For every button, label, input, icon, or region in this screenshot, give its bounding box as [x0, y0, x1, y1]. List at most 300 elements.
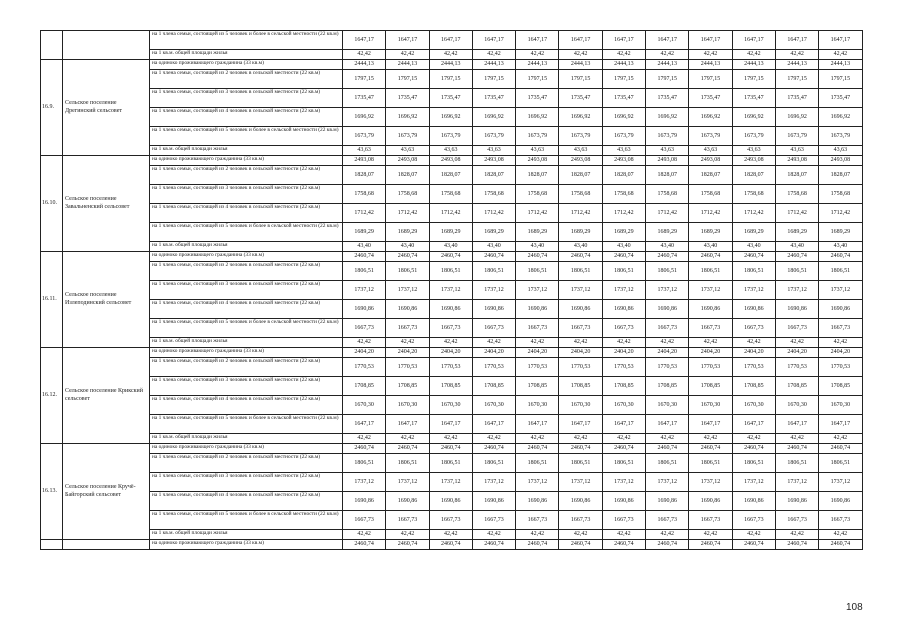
row-description: на 1 члена семьи, состоящей из 3 человек в сельской местности (22 кв.м)	[150, 377, 343, 396]
value-cell: 1737,12	[343, 281, 386, 300]
value-cell: 1758,68	[602, 185, 645, 204]
row-description: на 1 члена семьи, состоящей из 5 человек и более в сельской местности (22 кв.м)	[150, 127, 343, 146]
value-cell: 1689,29	[689, 223, 732, 242]
value-cell: 1806,51	[472, 262, 515, 281]
value-cell: 2460,74	[429, 444, 472, 454]
value-cell: 1828,07	[689, 166, 732, 185]
group-index: 16.12.	[41, 348, 63, 444]
value-cell: 1647,17	[516, 31, 559, 50]
row-description: на одиноко проживающего гражданина (33 кв.м)	[150, 444, 343, 454]
value-cell: 1737,12	[775, 473, 818, 492]
value-cell: 2404,20	[602, 348, 645, 358]
row-description: на 1 члена семьи, состоящей из 5 человек и более в сельской местности (22 кв.м)	[150, 415, 343, 434]
value-cell: 1708,85	[732, 377, 775, 396]
value-cell: 1673,79	[516, 127, 559, 146]
value-cell: 1673,79	[819, 127, 862, 146]
value-cell: 1770,53	[559, 358, 602, 377]
group-index: 16.9.	[41, 60, 63, 156]
value-cell: 1689,29	[602, 223, 645, 242]
value-cell: 2460,74	[343, 252, 386, 262]
row-description: на 1 члена семьи, состоящей из 2 человек в сельской местности (22 кв.м)	[150, 70, 343, 89]
value-cell: 1806,51	[819, 262, 862, 281]
value-cell: 1647,17	[646, 415, 689, 434]
value-cell: 43,40	[732, 242, 775, 252]
value-cell: 1673,79	[429, 127, 472, 146]
value-cell: 43,40	[429, 242, 472, 252]
value-cell: 43,63	[429, 146, 472, 156]
value-cell: 1735,47	[602, 89, 645, 108]
value-cell: 43,40	[343, 242, 386, 252]
value-cell: 1737,12	[732, 281, 775, 300]
value-cell: 1806,51	[559, 454, 602, 473]
value-cell: 1667,73	[516, 511, 559, 530]
value-cell: 2444,13	[775, 60, 818, 70]
value-cell: 42,42	[602, 338, 645, 348]
value-cell: 2493,08	[689, 156, 732, 166]
value-cell: 42,42	[472, 530, 515, 540]
value-cell: 1689,29	[775, 223, 818, 242]
value-cell: 2444,13	[472, 60, 515, 70]
value-cell: 2460,74	[775, 252, 818, 262]
value-cell: 2404,20	[429, 348, 472, 358]
value-cell: 2460,74	[689, 540, 732, 550]
value-cell: 1670,30	[516, 396, 559, 415]
value-cell: 1712,42	[775, 204, 818, 223]
value-cell: 2460,74	[732, 444, 775, 454]
value-cell: 1806,51	[472, 454, 515, 473]
value-cell: 1735,47	[343, 89, 386, 108]
value-cell: 1828,07	[732, 166, 775, 185]
value-cell: 1806,51	[386, 262, 429, 281]
row-description: на 1 члена семьи, состоящей из 2 человек в сельской местности (22 кв.м)	[150, 454, 343, 473]
table-row	[41, 492, 863, 511]
value-cell: 2493,08	[559, 156, 602, 166]
value-cell: 1690,86	[646, 300, 689, 319]
value-cell: 1758,68	[819, 185, 862, 204]
row-description: на 1 члена семьи, состоящей из 3 человек в сельской местности (22 кв.м)	[150, 89, 343, 108]
value-cell: 2444,13	[343, 60, 386, 70]
value-cell: 1806,51	[343, 454, 386, 473]
value-cell: 2444,13	[819, 60, 862, 70]
value-cell: 1647,17	[559, 31, 602, 50]
value-cell: 1770,53	[732, 358, 775, 377]
value-cell: 1712,42	[343, 204, 386, 223]
row-description: на 1 кв.м. общей площади жилья	[150, 50, 343, 60]
value-cell: 1673,79	[602, 127, 645, 146]
value-cell: 1797,15	[559, 70, 602, 89]
value-cell: 1689,29	[646, 223, 689, 242]
tariff-sheet	[40, 30, 862, 550]
value-cell: 1667,73	[819, 511, 862, 530]
value-cell: 1828,07	[516, 166, 559, 185]
value-cell: 2493,08	[602, 156, 645, 166]
value-cell: 1770,53	[775, 358, 818, 377]
value-cell: 1806,51	[689, 262, 732, 281]
value-cell: 1696,92	[689, 108, 732, 127]
value-cell: 1770,53	[516, 358, 559, 377]
value-cell: 2460,74	[646, 444, 689, 454]
value-cell: 1712,42	[689, 204, 732, 223]
value-cell: 1806,51	[559, 262, 602, 281]
table-row	[41, 444, 863, 454]
value-cell: 1647,17	[819, 415, 862, 434]
value-cell: 1770,53	[689, 358, 732, 377]
value-cell: 2493,08	[819, 156, 862, 166]
value-cell: 1690,86	[559, 300, 602, 319]
value-cell: 1770,53	[343, 358, 386, 377]
value-cell: 42,42	[646, 434, 689, 444]
value-cell: 2404,20	[516, 348, 559, 358]
value-cell: 1828,07	[472, 166, 515, 185]
value-cell: 1673,79	[386, 127, 429, 146]
value-cell: 1735,47	[689, 89, 732, 108]
value-cell: 2460,74	[732, 540, 775, 550]
value-cell: 1647,17	[819, 31, 862, 50]
value-cell: 1737,12	[343, 473, 386, 492]
value-cell: 1708,85	[386, 377, 429, 396]
value-cell: 1735,47	[429, 89, 472, 108]
value-cell: 2404,20	[646, 348, 689, 358]
value-cell: 1667,73	[472, 319, 515, 338]
value-cell: 42,42	[429, 530, 472, 540]
value-cell: 1708,85	[472, 377, 515, 396]
value-cell: 1647,17	[429, 415, 472, 434]
value-cell: 1758,68	[732, 185, 775, 204]
value-cell: 2404,20	[732, 348, 775, 358]
value-cell: 42,42	[429, 50, 472, 60]
value-cell: 1758,68	[429, 185, 472, 204]
value-cell: 42,42	[343, 50, 386, 60]
value-cell: 1737,12	[516, 473, 559, 492]
table-row	[41, 319, 863, 338]
value-cell: 1828,07	[429, 166, 472, 185]
row-description: на 1 кв.м. общей площади жилья	[150, 338, 343, 348]
value-cell: 1712,42	[732, 204, 775, 223]
value-cell: 42,42	[429, 338, 472, 348]
value-cell: 1737,12	[689, 281, 732, 300]
value-cell: 43,63	[472, 146, 515, 156]
value-cell: 1690,86	[732, 300, 775, 319]
value-cell: 42,42	[602, 50, 645, 60]
value-cell: 2404,20	[819, 348, 862, 358]
value-cell: 1758,68	[516, 185, 559, 204]
table-row	[41, 358, 863, 377]
value-cell: 1806,51	[819, 454, 862, 473]
value-cell: 1690,86	[819, 492, 862, 511]
value-cell: 2493,08	[732, 156, 775, 166]
value-cell: 1735,47	[559, 89, 602, 108]
value-cell: 1806,51	[732, 262, 775, 281]
value-cell: 1770,53	[472, 358, 515, 377]
value-cell: 1735,47	[472, 89, 515, 108]
value-cell: 2460,74	[472, 540, 515, 550]
table-row	[41, 377, 863, 396]
row-description: на 1 члена семьи, состоящей из 3 человек в сельской местности (22 кв.м)	[150, 281, 343, 300]
value-cell: 2493,08	[472, 156, 515, 166]
value-cell: 1737,12	[646, 473, 689, 492]
value-cell: 1667,73	[343, 319, 386, 338]
value-cell: 1696,92	[559, 108, 602, 127]
value-cell: 1673,79	[732, 127, 775, 146]
value-cell: 1647,17	[472, 415, 515, 434]
row-description: на одиноко проживающего гражданина (33 кв.м)	[150, 540, 343, 550]
value-cell: 1690,86	[646, 492, 689, 511]
value-cell: 1647,17	[689, 31, 732, 50]
row-description: на одиноко проживающего гражданина (33 кв.м)	[150, 156, 343, 166]
value-cell: 1737,12	[646, 281, 689, 300]
value-cell: 1735,47	[732, 89, 775, 108]
value-cell: 1712,42	[602, 204, 645, 223]
value-cell: 1735,47	[775, 89, 818, 108]
value-cell: 43,63	[646, 146, 689, 156]
row-description: на 1 члена семьи, состоящей из 5 человек и более в сельской местности (22 кв.м)	[150, 31, 343, 50]
value-cell: 2460,74	[516, 540, 559, 550]
value-cell: 1797,15	[646, 70, 689, 89]
value-cell: 1670,30	[559, 396, 602, 415]
value-cell: 1667,73	[516, 319, 559, 338]
value-cell: 43,40	[689, 242, 732, 252]
row-description: на 1 кв.м. общей площади жилья	[150, 530, 343, 540]
row-description: на 1 члена семьи, состоящей из 4 человек в сельской местности (22 кв.м)	[150, 108, 343, 127]
row-description: на 1 члена семьи, состоящей из 2 человек в сельской местности (22 кв.м)	[150, 166, 343, 185]
value-cell: 1806,51	[646, 262, 689, 281]
value-cell: 1712,42	[646, 204, 689, 223]
row-description: на 1 кв.м. общей площади жилья	[150, 242, 343, 252]
value-cell: 2404,20	[689, 348, 732, 358]
value-cell: 42,42	[559, 530, 602, 540]
value-cell: 1690,86	[602, 300, 645, 319]
row-description: на 1 кв.м. общей площади жилья	[150, 146, 343, 156]
value-cell: 42,42	[516, 338, 559, 348]
value-cell: 42,42	[343, 434, 386, 444]
row-description: на одиноко проживающего гражданина (33 кв.м)	[150, 348, 343, 358]
value-cell: 1690,86	[516, 492, 559, 511]
value-cell: 1647,17	[646, 31, 689, 50]
value-cell: 1797,15	[343, 70, 386, 89]
value-cell: 42,42	[429, 434, 472, 444]
value-cell: 2460,74	[429, 540, 472, 550]
value-cell: 42,42	[732, 530, 775, 540]
table-row	[41, 146, 863, 156]
table-row	[41, 300, 863, 319]
value-cell: 1737,12	[516, 281, 559, 300]
value-cell: 2460,74	[819, 252, 862, 262]
value-cell: 1797,15	[429, 70, 472, 89]
value-cell: 1797,15	[516, 70, 559, 89]
value-cell: 1806,51	[775, 262, 818, 281]
row-description: на 1 члена семьи, состоящей из 4 человек в сельской местности (22 кв.м)	[150, 492, 343, 511]
value-cell: 2444,13	[689, 60, 732, 70]
row-description: на 1 члена семьи, состоящей из 4 человек в сельской местности (22 кв.м)	[150, 204, 343, 223]
value-cell: 1673,79	[343, 127, 386, 146]
value-cell: 1806,51	[516, 454, 559, 473]
value-cell: 2460,74	[472, 444, 515, 454]
value-cell: 42,42	[472, 50, 515, 60]
value-cell: 42,42	[559, 434, 602, 444]
value-cell: 1647,17	[602, 31, 645, 50]
value-cell: 1708,85	[819, 377, 862, 396]
value-cell: 2460,74	[732, 252, 775, 262]
value-cell: 42,42	[819, 434, 862, 444]
value-cell: 2493,08	[429, 156, 472, 166]
row-description: на 1 члена семьи, состоящей из 2 человек в сельской местности (22 кв.м)	[150, 262, 343, 281]
table-row	[41, 415, 863, 434]
value-cell: 42,42	[343, 338, 386, 348]
value-cell: 1828,07	[386, 166, 429, 185]
value-cell: 1737,12	[819, 281, 862, 300]
table-row	[41, 396, 863, 415]
value-cell: 1667,73	[819, 319, 862, 338]
value-cell: 42,42	[516, 434, 559, 444]
value-cell: 2460,74	[516, 444, 559, 454]
value-cell: 1712,42	[472, 204, 515, 223]
value-cell: 2444,13	[559, 60, 602, 70]
table-row	[41, 89, 863, 108]
value-cell: 1828,07	[602, 166, 645, 185]
value-cell: 1708,85	[429, 377, 472, 396]
value-cell: 1690,86	[472, 300, 515, 319]
value-cell: 43,63	[602, 146, 645, 156]
value-cell: 43,40	[646, 242, 689, 252]
tariff-table-body	[41, 31, 863, 550]
value-cell: 1647,17	[775, 31, 818, 50]
value-cell: 1667,73	[689, 319, 732, 338]
value-cell: 42,42	[516, 50, 559, 60]
value-cell: 1696,92	[429, 108, 472, 127]
value-cell: 1737,12	[559, 473, 602, 492]
table-row	[41, 50, 863, 60]
value-cell: 1690,86	[386, 300, 429, 319]
table-row	[41, 530, 863, 540]
value-cell: 1735,47	[386, 89, 429, 108]
value-cell: 2460,74	[775, 540, 818, 550]
value-cell: 1690,86	[775, 492, 818, 511]
table-row	[41, 70, 863, 89]
value-cell: 2444,13	[429, 60, 472, 70]
value-cell: 1737,12	[386, 473, 429, 492]
value-cell: 1737,12	[429, 281, 472, 300]
value-cell: 1647,17	[343, 415, 386, 434]
value-cell: 1690,86	[386, 492, 429, 511]
value-cell: 1797,15	[819, 70, 862, 89]
value-cell: 1708,85	[559, 377, 602, 396]
value-cell: 1806,51	[732, 454, 775, 473]
value-cell: 1689,29	[732, 223, 775, 242]
value-cell: 1689,29	[819, 223, 862, 242]
value-cell: 2493,08	[775, 156, 818, 166]
value-cell: 43,40	[775, 242, 818, 252]
value-cell: 1689,29	[472, 223, 515, 242]
value-cell: 1737,12	[386, 281, 429, 300]
value-cell: 42,42	[819, 50, 862, 60]
table-row	[41, 185, 863, 204]
value-cell: 42,42	[689, 434, 732, 444]
value-cell: 1737,12	[602, 281, 645, 300]
value-cell: 1667,73	[429, 511, 472, 530]
value-cell: 1806,51	[689, 454, 732, 473]
value-cell: 1689,29	[516, 223, 559, 242]
value-cell: 1737,12	[602, 473, 645, 492]
value-cell: 2444,13	[516, 60, 559, 70]
value-cell: 1667,73	[646, 319, 689, 338]
value-cell: 1806,51	[429, 454, 472, 473]
value-cell: 1758,68	[386, 185, 429, 204]
value-cell: 2460,74	[819, 540, 862, 550]
value-cell: 2460,74	[386, 252, 429, 262]
settlement-name: Сельское поселение Дрeгинский сельсовет	[63, 60, 150, 156]
value-cell: 1690,86	[602, 492, 645, 511]
table-row	[41, 242, 863, 252]
value-cell: 1690,86	[343, 492, 386, 511]
value-cell: 1737,12	[429, 473, 472, 492]
row-description: на 1 кв.м. общей площади жилья	[150, 434, 343, 444]
settlement-name: Сельское поселение Кручё-Байгорский сельсовет	[63, 444, 150, 540]
value-cell: 1667,73	[602, 319, 645, 338]
value-cell: 1712,42	[819, 204, 862, 223]
value-cell: 1770,53	[386, 358, 429, 377]
value-cell: 2493,08	[646, 156, 689, 166]
value-cell: 1670,30	[689, 396, 732, 415]
value-cell: 1806,51	[343, 262, 386, 281]
value-cell: 1806,51	[602, 454, 645, 473]
value-cell: 1797,15	[472, 70, 515, 89]
value-cell: 2404,20	[559, 348, 602, 358]
table-row	[41, 204, 863, 223]
value-cell: 1797,15	[689, 70, 732, 89]
table-row	[41, 108, 863, 127]
value-cell: 43,63	[516, 146, 559, 156]
value-cell: 42,42	[386, 50, 429, 60]
value-cell: 2460,74	[559, 540, 602, 550]
table-row	[41, 540, 863, 550]
value-cell: 1689,29	[559, 223, 602, 242]
value-cell: 1696,92	[732, 108, 775, 127]
value-cell: 1696,92	[602, 108, 645, 127]
value-cell: 1735,47	[819, 89, 862, 108]
group-index	[41, 540, 63, 550]
value-cell: 42,42	[689, 338, 732, 348]
value-cell: 1670,30	[646, 396, 689, 415]
group-index	[41, 31, 63, 60]
table-row	[41, 473, 863, 492]
value-cell: 42,42	[732, 338, 775, 348]
value-cell: 1667,73	[646, 511, 689, 530]
value-cell: 1689,29	[343, 223, 386, 242]
value-cell: 1806,51	[516, 262, 559, 281]
value-cell: 1712,42	[386, 204, 429, 223]
value-cell: 43,40	[819, 242, 862, 252]
value-cell: 2460,74	[559, 444, 602, 454]
value-cell: 1667,73	[775, 319, 818, 338]
value-cell: 1758,68	[689, 185, 732, 204]
value-cell: 2444,13	[602, 60, 645, 70]
value-cell: 2460,74	[775, 444, 818, 454]
value-cell: 1797,15	[775, 70, 818, 89]
value-cell: 1737,12	[732, 473, 775, 492]
value-cell: 42,42	[559, 50, 602, 60]
table-row	[41, 60, 863, 70]
value-cell: 2404,20	[343, 348, 386, 358]
group-index: 16.10.	[41, 156, 63, 252]
value-cell: 1667,73	[559, 319, 602, 338]
row-description: на 1 члена семьи, состоящей из 5 человек и более в сельской местности (22 кв.м)	[150, 223, 343, 242]
value-cell: 1647,17	[689, 415, 732, 434]
value-cell: 1647,17	[386, 31, 429, 50]
value-cell: 1737,12	[472, 473, 515, 492]
value-cell: 42,42	[472, 338, 515, 348]
value-cell: 2460,74	[386, 540, 429, 550]
value-cell: 1670,30	[472, 396, 515, 415]
